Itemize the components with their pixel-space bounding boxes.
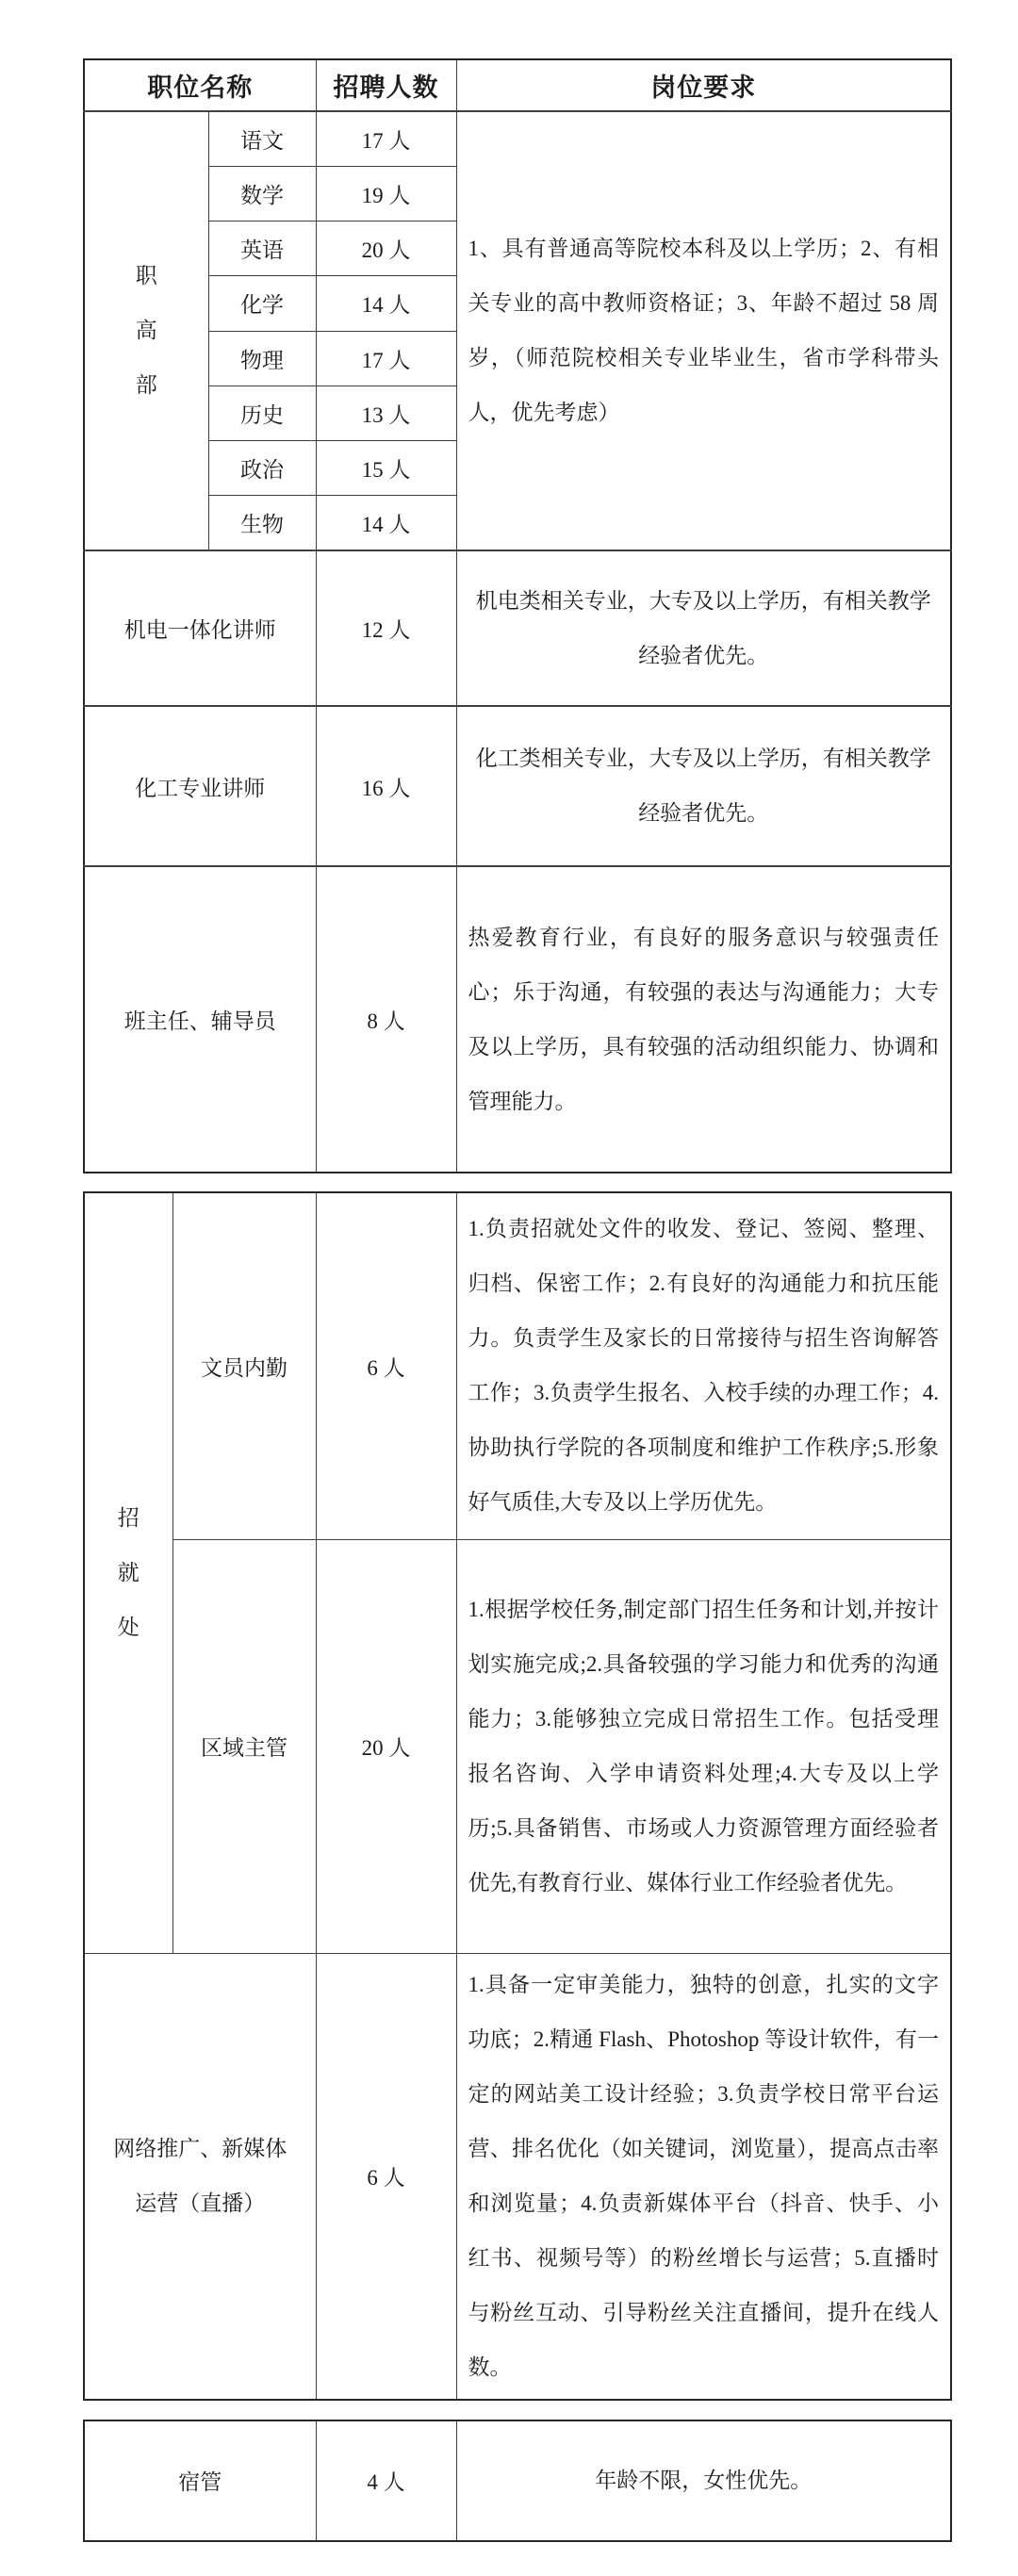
group-label-admissions-office: 招就处 bbox=[84, 1192, 172, 1953]
position-count: 6 人 bbox=[316, 1953, 456, 2400]
col-header-position: 职位名称 bbox=[84, 59, 316, 111]
recruitment-table-teaching bbox=[83, 58, 952, 1173]
position-name: 班主任、辅导员 bbox=[84, 866, 316, 1173]
position-name: 宿管 bbox=[84, 2420, 316, 2541]
subject-name: 化学 bbox=[208, 276, 316, 331]
position-requirement: 1.负责招就处文件的收发、登记、签阅、整理、归档、保密工作；2.有良好的沟通能力和抗压能力。负责学生及家长的日常接待与招生咨询解答工作；3.负责学生报名、入校手续的办理工作；4.协助执行学院的各项制度和维护工作秩序;5.形象好气质佳,大专及以上学历优先。 bbox=[456, 1192, 951, 1539]
recruitment-table-admissions bbox=[83, 1191, 952, 2401]
table-header-row bbox=[84, 59, 951, 111]
position-requirement: 热爱教育行业，有良好的服务意识与较强责任心；乐于沟通，有较强的表达与沟通能力；大专及以上学历，具有较强的活动组织能力、协调和管理能力。 bbox=[456, 866, 951, 1173]
table-row bbox=[84, 2420, 951, 2541]
position-count: 6 人 bbox=[316, 1192, 456, 1539]
subject-name: 政治 bbox=[208, 441, 316, 496]
subject-name: 语文 bbox=[208, 111, 316, 166]
position-requirement: 1.具备一定审美能力，独特的创意，扎实的文字功底；2.精通 Flash、Photoshop 等设计软件，有一定的网站美工设计经验；3.负责学校日常平台运营、排名优化（如关键词，浏览量），提高点击率和浏览量；4.负责新媒体平台（抖音、快手、小红书、视频号等）的粉丝增长与运营；5.直播时与粉丝互动、引导粉丝关注直播间，提升在线人数。 bbox=[456, 1953, 951, 2400]
subject-name: 物理 bbox=[208, 331, 316, 386]
position-count: 12 人 bbox=[316, 550, 456, 706]
position-count: 8 人 bbox=[316, 866, 456, 1173]
col-header-count: 招聘人数 bbox=[316, 59, 456, 111]
position-requirement: 1.根据学校任务,制定部门招生任务和计划,并按计划实施完成;2.具备较强的学习能力和优秀的沟通能力；3.能够独立完成日常招生工作。包括受理报名咨询、入学申请资料处理;4.大专及以上学历;5.具备销售、市场或人力资源管理方面经验者优先,有教育行业、媒体行业工作经验者优先。 bbox=[456, 1539, 951, 1953]
subject-count: 17 人 bbox=[316, 331, 456, 386]
table-row bbox=[84, 866, 951, 1173]
table-row bbox=[84, 1192, 951, 1539]
subject-count: 14 人 bbox=[316, 276, 456, 331]
position-count: 20 人 bbox=[316, 1539, 456, 1953]
position-name: 文员内勤 bbox=[172, 1192, 316, 1539]
subject-name: 历史 bbox=[208, 386, 316, 440]
subject-name: 英语 bbox=[208, 222, 316, 276]
subject-name: 数学 bbox=[208, 166, 316, 221]
subject-count: 17 人 bbox=[316, 111, 456, 166]
position-name: 网络推广、新媒体运营（直播） bbox=[84, 1953, 316, 2400]
table-row bbox=[84, 550, 951, 706]
subject-count: 20 人 bbox=[316, 222, 456, 276]
vocational-requirement: 1、具有普通高等院校本科及以上学历；2、有相关专业的高中教师资格证；3、年龄不超过 58 周岁，（师范院校相关专业毕业生，省市学科带头人，优先考虑） bbox=[456, 111, 951, 550]
table-row bbox=[84, 1953, 951, 2400]
subject-count: 15 人 bbox=[316, 441, 456, 496]
recruitment-table-dorm bbox=[83, 2420, 952, 2542]
position-requirement: 化工类相关专业，大专及以上学历，有相关教学经验者优先。 bbox=[456, 706, 951, 866]
position-count: 16 人 bbox=[316, 706, 456, 866]
subject-count: 19 人 bbox=[316, 166, 456, 221]
table-row bbox=[84, 706, 951, 866]
table-row bbox=[84, 111, 951, 166]
position-count: 4 人 bbox=[316, 2420, 456, 2541]
table-row bbox=[84, 1539, 951, 1953]
subject-name: 生物 bbox=[208, 496, 316, 550]
position-requirement: 机电类相关专业，大专及以上学历，有相关教学经验者优先。 bbox=[456, 550, 951, 706]
col-header-requirement: 岗位要求 bbox=[456, 59, 951, 111]
group-label-vocational-dept: 职高部 bbox=[84, 111, 208, 550]
subject-count: 14 人 bbox=[316, 496, 456, 550]
position-name: 化工专业讲师 bbox=[84, 706, 316, 866]
position-requirement: 年龄不限，女性优先。 bbox=[456, 2420, 951, 2541]
position-name: 区域主管 bbox=[172, 1539, 316, 1953]
subject-count: 13 人 bbox=[316, 386, 456, 440]
position-name: 机电一体化讲师 bbox=[84, 550, 316, 706]
